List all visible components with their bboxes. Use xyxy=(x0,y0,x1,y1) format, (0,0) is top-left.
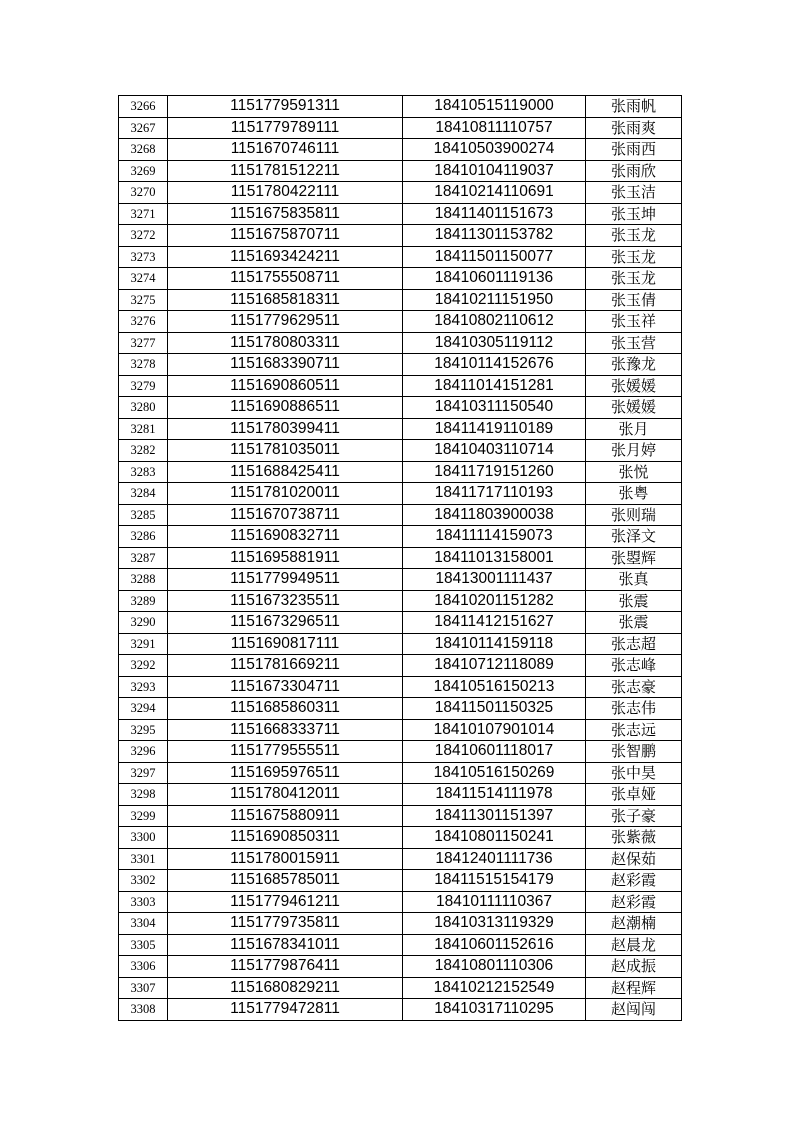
student-id-cell: 1151693424211 xyxy=(168,246,403,268)
row-number-cell: 3294 xyxy=(119,698,168,720)
table-row xyxy=(119,784,682,806)
exam-number-cell: 18411501150325 xyxy=(403,698,586,720)
student-name-cell: 张震 xyxy=(586,612,682,634)
exam-number-cell: 18410114152676 xyxy=(403,354,586,376)
row-number-cell: 3307 xyxy=(119,977,168,999)
row-number-cell: 3278 xyxy=(119,354,168,376)
student-id-cell: 1151780399411 xyxy=(168,418,403,440)
row-number-cell: 3295 xyxy=(119,719,168,741)
table-row xyxy=(119,891,682,913)
student-id-cell: 1151683390711 xyxy=(168,354,403,376)
table-row xyxy=(119,246,682,268)
student-id-cell: 1151781020011 xyxy=(168,483,403,505)
exam-number-cell: 18410811110757 xyxy=(403,117,586,139)
table-row xyxy=(119,977,682,999)
table-row xyxy=(119,504,682,526)
exam-number-cell: 18410801110306 xyxy=(403,956,586,978)
exam-number-cell: 18410214110691 xyxy=(403,182,586,204)
table-row xyxy=(119,461,682,483)
student-id-cell: 1151685785011 xyxy=(168,870,403,892)
row-number-cell: 3269 xyxy=(119,160,168,182)
student-name-cell: 张媛媛 xyxy=(586,375,682,397)
row-number-cell: 3284 xyxy=(119,483,168,505)
student-name-cell: 张志峰 xyxy=(586,655,682,677)
row-number-cell: 3304 xyxy=(119,913,168,935)
student-id-cell: 1151779629511 xyxy=(168,311,403,333)
row-number-cell: 3297 xyxy=(119,762,168,784)
student-roster-table xyxy=(118,95,682,1021)
exam-number-cell: 18410104119037 xyxy=(403,160,586,182)
row-number-cell: 3266 xyxy=(119,96,168,118)
student-name-cell: 张志伟 xyxy=(586,698,682,720)
row-number-cell: 3289 xyxy=(119,590,168,612)
student-id-cell: 1151670738711 xyxy=(168,504,403,526)
row-number-cell: 3280 xyxy=(119,397,168,419)
table-row xyxy=(119,289,682,311)
student-name-cell: 张豫龙 xyxy=(586,354,682,376)
row-number-cell: 3281 xyxy=(119,418,168,440)
row-number-cell: 3293 xyxy=(119,676,168,698)
table-row xyxy=(119,117,682,139)
student-id-cell: 1151685818311 xyxy=(168,289,403,311)
exam-number-cell: 18410515119000 xyxy=(403,96,586,118)
exam-number-cell: 18410601118017 xyxy=(403,741,586,763)
student-name-cell: 张粤 xyxy=(586,483,682,505)
exam-number-cell: 18410311150540 xyxy=(403,397,586,419)
student-name-cell: 赵彩霞 xyxy=(586,870,682,892)
table-row xyxy=(119,612,682,634)
row-number-cell: 3303 xyxy=(119,891,168,913)
row-number-cell: 3287 xyxy=(119,547,168,569)
row-number-cell: 3300 xyxy=(119,827,168,849)
student-id-cell: 1151675835811 xyxy=(168,203,403,225)
student-name-cell: 张泽文 xyxy=(586,526,682,548)
row-number-cell: 3302 xyxy=(119,870,168,892)
exam-number-cell: 18412401111736 xyxy=(403,848,586,870)
student-id-cell: 1151779472811 xyxy=(168,999,403,1021)
student-name-cell: 张玉坤 xyxy=(586,203,682,225)
student-name-cell: 赵保茹 xyxy=(586,848,682,870)
exam-number-cell: 18411401151673 xyxy=(403,203,586,225)
row-number-cell: 3291 xyxy=(119,633,168,655)
exam-number-cell: 18411717110193 xyxy=(403,483,586,505)
student-id-cell: 1151780803311 xyxy=(168,332,403,354)
row-number-cell: 3299 xyxy=(119,805,168,827)
table-row xyxy=(119,805,682,827)
exam-number-cell: 18411719151260 xyxy=(403,461,586,483)
student-id-cell: 1151780422111 xyxy=(168,182,403,204)
row-number-cell: 3288 xyxy=(119,569,168,591)
table-row xyxy=(119,440,682,462)
exam-number-cell: 18411301151397 xyxy=(403,805,586,827)
row-number-cell: 3286 xyxy=(119,526,168,548)
row-number-cell: 3306 xyxy=(119,956,168,978)
student-id-cell: 1151675880911 xyxy=(168,805,403,827)
student-id-cell: 1151779949511 xyxy=(168,569,403,591)
student-name-cell: 张玉龙 xyxy=(586,246,682,268)
row-number-cell: 3283 xyxy=(119,461,168,483)
row-number-cell: 3301 xyxy=(119,848,168,870)
exam-number-cell: 18411803900038 xyxy=(403,504,586,526)
table-row xyxy=(119,526,682,548)
student-id-cell: 1151690817111 xyxy=(168,633,403,655)
exam-number-cell: 18410712118089 xyxy=(403,655,586,677)
table-row xyxy=(119,913,682,935)
student-name-cell: 张玉营 xyxy=(586,332,682,354)
student-id-cell: 1151690832711 xyxy=(168,526,403,548)
row-number-cell: 3308 xyxy=(119,999,168,1021)
row-number-cell: 3290 xyxy=(119,612,168,634)
student-id-cell: 1151670746111 xyxy=(168,139,403,161)
exam-number-cell: 18410403110714 xyxy=(403,440,586,462)
exam-number-cell: 18410111110367 xyxy=(403,891,586,913)
row-number-cell: 3271 xyxy=(119,203,168,225)
student-id-cell: 1151675870711 xyxy=(168,225,403,247)
student-name-cell: 张玉龙 xyxy=(586,225,682,247)
row-number-cell: 3277 xyxy=(119,332,168,354)
table-row xyxy=(119,182,682,204)
table-row xyxy=(119,418,682,440)
table-row xyxy=(119,203,682,225)
exam-number-cell: 18411014151281 xyxy=(403,375,586,397)
student-name-cell: 张志远 xyxy=(586,719,682,741)
student-name-cell: 张雨欣 xyxy=(586,160,682,182)
exam-number-cell: 18410201151282 xyxy=(403,590,586,612)
student-id-cell: 1151779461211 xyxy=(168,891,403,913)
table-row xyxy=(119,676,682,698)
row-number-cell: 3270 xyxy=(119,182,168,204)
table-row xyxy=(119,354,682,376)
row-number-cell: 3276 xyxy=(119,311,168,333)
row-number-cell: 3272 xyxy=(119,225,168,247)
table-row xyxy=(119,397,682,419)
student-id-cell: 1151780412011 xyxy=(168,784,403,806)
exam-number-cell: 18410516150269 xyxy=(403,762,586,784)
table-row xyxy=(119,633,682,655)
exam-number-cell: 18413001111437 xyxy=(403,569,586,591)
student-id-cell: 1151781669211 xyxy=(168,655,403,677)
table-row xyxy=(119,547,682,569)
student-id-cell: 1151678341011 xyxy=(168,934,403,956)
exam-number-cell: 18411013158001 xyxy=(403,547,586,569)
exam-number-cell: 18410802110612 xyxy=(403,311,586,333)
exam-number-cell: 18410107901014 xyxy=(403,719,586,741)
student-name-cell: 张玉倩 xyxy=(586,289,682,311)
table-row xyxy=(119,698,682,720)
table-row xyxy=(119,160,682,182)
table-row xyxy=(119,268,682,290)
student-name-cell: 张志豪 xyxy=(586,676,682,698)
table-row xyxy=(119,569,682,591)
student-name-cell: 张志超 xyxy=(586,633,682,655)
student-id-cell: 1151690886511 xyxy=(168,397,403,419)
row-number-cell: 3279 xyxy=(119,375,168,397)
student-id-cell: 1151779735811 xyxy=(168,913,403,935)
table-row xyxy=(119,225,682,247)
student-id-cell: 1151688425411 xyxy=(168,461,403,483)
table-row xyxy=(119,741,682,763)
exam-number-cell: 18411514111978 xyxy=(403,784,586,806)
student-name-cell: 张月 xyxy=(586,418,682,440)
student-id-cell: 1151779876411 xyxy=(168,956,403,978)
table-row xyxy=(119,139,682,161)
exam-number-cell: 18410503900274 xyxy=(403,139,586,161)
student-id-cell: 1151695976511 xyxy=(168,762,403,784)
table-row xyxy=(119,762,682,784)
student-name-cell: 张月婷 xyxy=(586,440,682,462)
exam-number-cell: 18410114159118 xyxy=(403,633,586,655)
row-number-cell: 3275 xyxy=(119,289,168,311)
exam-number-cell: 18410212152549 xyxy=(403,977,586,999)
table-row xyxy=(119,590,682,612)
student-id-cell: 1151690860511 xyxy=(168,375,403,397)
exam-number-cell: 18411301153782 xyxy=(403,225,586,247)
student-name-cell: 张智鹏 xyxy=(586,741,682,763)
row-number-cell: 3298 xyxy=(119,784,168,806)
exam-number-cell: 18411515154179 xyxy=(403,870,586,892)
exam-number-cell: 18411419110189 xyxy=(403,418,586,440)
exam-number-cell: 18410305119112 xyxy=(403,332,586,354)
student-name-cell: 赵程辉 xyxy=(586,977,682,999)
student-name-cell: 赵成振 xyxy=(586,956,682,978)
exam-number-cell: 18411114159073 xyxy=(403,526,586,548)
exam-number-cell: 18410601119136 xyxy=(403,268,586,290)
student-id-cell: 1151781035011 xyxy=(168,440,403,462)
row-number-cell: 3267 xyxy=(119,117,168,139)
student-name-cell: 张则瑞 xyxy=(586,504,682,526)
table-row xyxy=(119,848,682,870)
student-id-cell: 1151695881911 xyxy=(168,547,403,569)
table-row xyxy=(119,332,682,354)
row-number-cell: 3285 xyxy=(119,504,168,526)
table-row xyxy=(119,96,682,118)
table-row xyxy=(119,870,682,892)
student-name-cell: 张玉祥 xyxy=(586,311,682,333)
row-number-cell: 3292 xyxy=(119,655,168,677)
exam-number-cell: 18410801150241 xyxy=(403,827,586,849)
row-number-cell: 3296 xyxy=(119,741,168,763)
student-name-cell: 张真 xyxy=(586,569,682,591)
student-id-cell: 1151673304711 xyxy=(168,676,403,698)
table-row xyxy=(119,934,682,956)
student-id-cell: 1151673235511 xyxy=(168,590,403,612)
exam-number-cell: 18411412151627 xyxy=(403,612,586,634)
roster-table-body xyxy=(119,96,682,1021)
row-number-cell: 3273 xyxy=(119,246,168,268)
student-name-cell: 张悦 xyxy=(586,461,682,483)
student-name-cell: 赵潮楠 xyxy=(586,913,682,935)
exam-number-cell: 18410601152616 xyxy=(403,934,586,956)
table-row xyxy=(119,655,682,677)
student-name-cell: 赵闯闯 xyxy=(586,999,682,1021)
student-name-cell: 张玉龙 xyxy=(586,268,682,290)
student-name-cell: 张子豪 xyxy=(586,805,682,827)
table-row xyxy=(119,956,682,978)
student-id-cell: 1151779555511 xyxy=(168,741,403,763)
student-id-cell: 1151755508711 xyxy=(168,268,403,290)
student-name-cell: 张中昊 xyxy=(586,762,682,784)
student-name-cell: 张媛媛 xyxy=(586,397,682,419)
row-number-cell: 3268 xyxy=(119,139,168,161)
student-id-cell: 1151779591311 xyxy=(168,96,403,118)
student-id-cell: 1151685860311 xyxy=(168,698,403,720)
student-id-cell: 1151690850311 xyxy=(168,827,403,849)
row-number-cell: 3305 xyxy=(119,934,168,956)
table-row xyxy=(119,999,682,1021)
exam-number-cell: 18410317110295 xyxy=(403,999,586,1021)
table-row xyxy=(119,375,682,397)
table-row xyxy=(119,827,682,849)
table-row xyxy=(119,719,682,741)
student-name-cell: 张雨爽 xyxy=(586,117,682,139)
student-name-cell: 张雨西 xyxy=(586,139,682,161)
student-id-cell: 1151680829211 xyxy=(168,977,403,999)
student-id-cell: 1151781512211 xyxy=(168,160,403,182)
row-number-cell: 3274 xyxy=(119,268,168,290)
table-row xyxy=(119,311,682,333)
student-id-cell: 1151779789111 xyxy=(168,117,403,139)
exam-number-cell: 18410313119329 xyxy=(403,913,586,935)
exam-number-cell: 18411501150077 xyxy=(403,246,586,268)
row-number-cell: 3282 xyxy=(119,440,168,462)
student-name-cell: 张卓娅 xyxy=(586,784,682,806)
student-id-cell: 1151673296511 xyxy=(168,612,403,634)
student-name-cell: 张震 xyxy=(586,590,682,612)
table-row xyxy=(119,483,682,505)
student-id-cell: 1151668333711 xyxy=(168,719,403,741)
student-name-cell: 赵彩霞 xyxy=(586,891,682,913)
exam-number-cell: 18410516150213 xyxy=(403,676,586,698)
student-name-cell: 张雨帆 xyxy=(586,96,682,118)
exam-number-cell: 18410211151950 xyxy=(403,289,586,311)
student-name-cell: 张紫薇 xyxy=(586,827,682,849)
student-name-cell: 赵晨龙 xyxy=(586,934,682,956)
student-name-cell: 张曌辉 xyxy=(586,547,682,569)
student-id-cell: 1151780015911 xyxy=(168,848,403,870)
student-name-cell: 张玉洁 xyxy=(586,182,682,204)
